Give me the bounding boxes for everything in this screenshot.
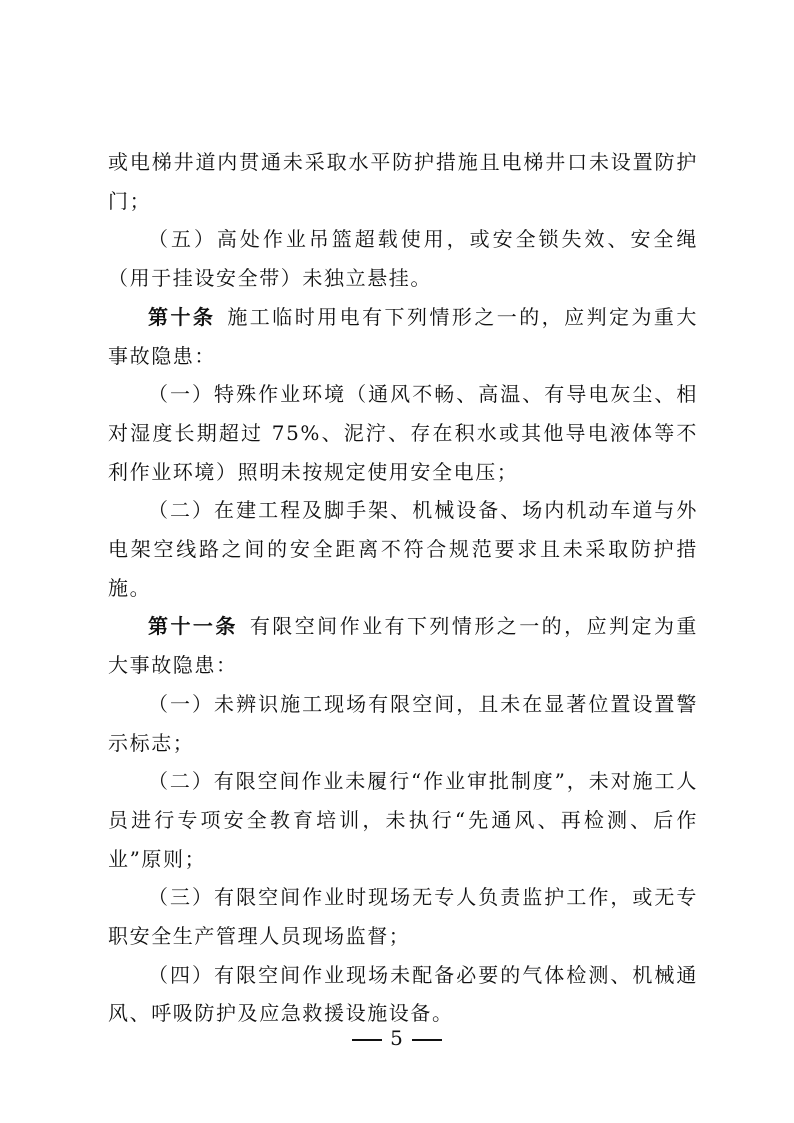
paragraph-text: （二）有限空间作业未履行“作业审批制度”，未对施工人员进行专项安全教育培训，未执行“先通风、再检测、后作业”原则； — [108, 769, 698, 871]
paragraph-text: （一）特殊作业环境（通风不畅、高温、有导电灰尘、相对湿度长期超过 75%、泥泞、存在积水或其他导电液体等不利作业环境）照明未按规定使用安全电压； — [108, 382, 698, 484]
article-paragraph — [108, 607, 698, 684]
paragraph-text: （五）高处作业吊篮超载使用，或安全锁失效、安全绳（用于挂设安全带）未独立悬挂。 — [108, 227, 698, 291]
paragraph — [108, 685, 698, 762]
article-paragraph — [108, 298, 698, 375]
right-dash — [412, 1039, 442, 1041]
article-number: 第十条 — [148, 304, 216, 329]
paragraph-text: 或电梯井道内贯通未采取水平防护措施且电梯井口未设置防护门； — [108, 150, 698, 213]
paragraph — [108, 762, 698, 878]
paragraph — [108, 220, 698, 297]
paragraph — [108, 375, 698, 491]
paragraph-text: （四）有限空间作业现场未配备必要的气体检测、机械通风、呼吸防护及应急救援设施设备。 — [108, 962, 698, 1026]
paragraph — [108, 143, 698, 220]
paragraph — [108, 491, 698, 607]
document-body — [108, 143, 698, 1033]
paragraph-text: 有限空间作业有下列情形之一的，应判定为重大事故隐患： — [108, 614, 698, 678]
paragraph — [108, 956, 698, 1033]
paragraph-text: 施工临时用电有下列情形之一的，应判定为重大事故隐患： — [108, 304, 698, 368]
paragraph-text: （三）有限空间作业时现场无专人负责监护工作，或无专职安全生产管理人员现场监督； — [108, 885, 698, 949]
paragraph-text: （一）未辨识施工现场有限空间，且未在显著位置设置警示标志； — [108, 691, 698, 755]
article-number: 第十一条 — [148, 614, 238, 639]
page-number: 5 — [390, 1026, 404, 1050]
paragraph-text: （二）在建工程及脚手架、机械设备、场内机动车道与外电架空线路之间的安全距离不符合规范要求且未采取防护措施。 — [108, 498, 698, 600]
paragraph — [108, 878, 698, 955]
left-dash — [352, 1039, 382, 1041]
page-footer — [0, 1026, 794, 1050]
